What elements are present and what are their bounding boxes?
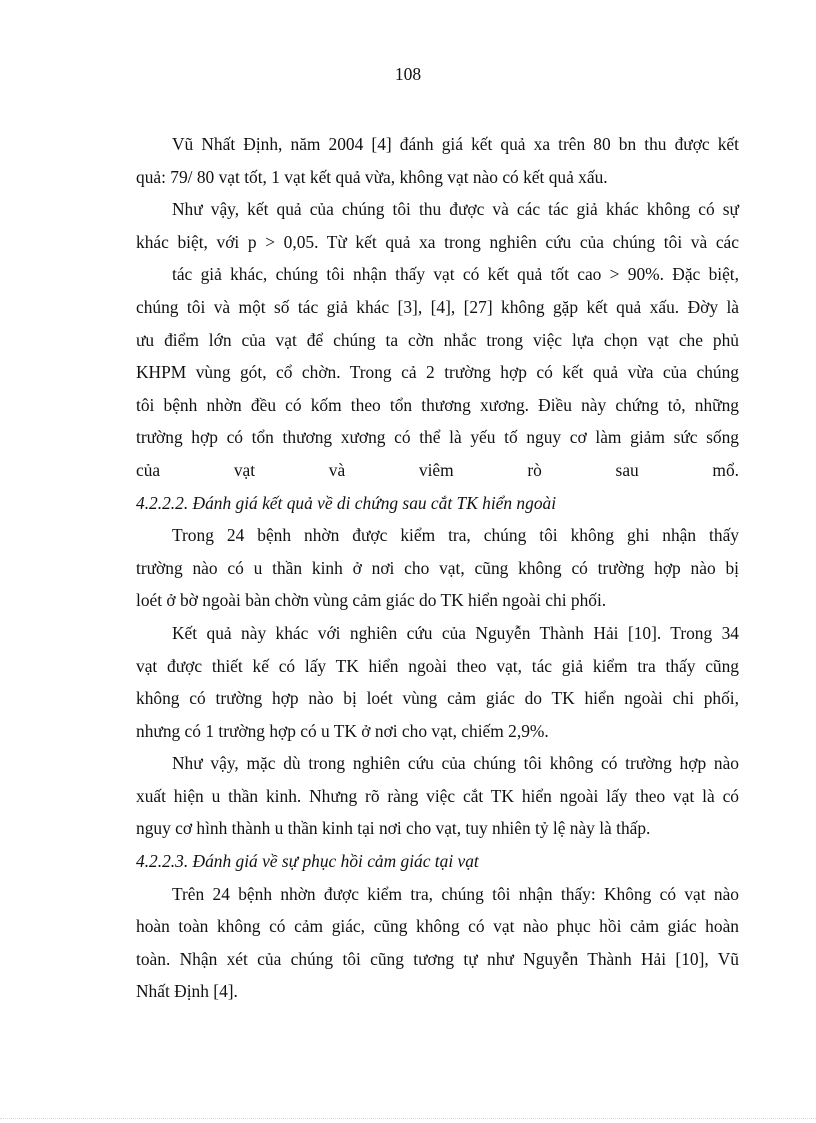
- text-line: KHPM vùng gót, cổ chờn. Trong cả 2 trường hợp có kết quả vừa của chúng: [136, 362, 739, 383]
- page-body: [136, 128, 739, 1008]
- text-line: nguy cơ hình thành u thần kinh tại nơi cho vạt, tuy nhiên tỷ lệ này là thấp.: [136, 818, 651, 839]
- text-line: Như vậy, kết quả của chúng tôi thu được và các tác giả khác không có sự: [172, 199, 739, 220]
- text-line: trường hợp có tổn thương xương có thể là yếu tố nguy cơ làm giảm sức sống: [136, 427, 739, 448]
- text-line: loét ở bờ ngoài bàn chờn vùng cảm giác do TK hiển ngoài chi phối.: [136, 590, 607, 611]
- text-line: xuất hiện u thần kinh. Nhưng rõ ràng việc cắt TK hiển ngoài lấy theo vạt là có: [136, 785, 739, 806]
- text-line: nhưng có 1 trường hợp có u TK ở nơi cho vạt, chiếm 2,9%.: [136, 720, 549, 741]
- page-number: 108: [394, 64, 422, 84]
- text-line: tác giả khác, chúng tôi nhận thấy vạt có kết quả tốt cao > 90%. Đặc biệt,: [172, 264, 739, 285]
- text-line: trường nào có u thần kinh ở nơi cho vạt, cũng không có trường hợp nào bị: [136, 557, 739, 578]
- text-line: Vũ Nhất Định, năm 2004 [4] đánh giá kết quả xa trên 80 bn thu được kết: [172, 134, 739, 154]
- text-line: Như vậy, mặc dù trong nghiên cứu của chúng tôi không có trường hợp nào: [172, 753, 739, 774]
- text-line: vạt được thiết kế có lấy TK hiển ngoài theo vạt, tác giả kiểm tra thấy cũng: [136, 655, 739, 676]
- text-line: Kết quả này khác với nghiên cứu của Nguyễn Thành Hải [10]. Trong 34: [172, 622, 739, 643]
- text-line: không có trường hợp nào bị loét vùng cảm giác do TK hiển ngoài chi phối,: [136, 688, 739, 709]
- text-line: chúng tôi và một số tác giả khác [3], [4], [27] không gặp kết quả xấu. Đờy là: [136, 296, 739, 317]
- text-line: hoàn toàn không có cảm giác, cũng không có vạt nào phục hồi cảm giác hoàn: [136, 916, 739, 937]
- text-line: tôi bệnh nhờn đều có kốm theo tổn thương xương. Điều này chứng tỏ, những: [136, 394, 739, 415]
- text-line: Trong 24 bệnh nhờn được kiểm tra, chúng tôi không ghi nhận thấy: [172, 525, 739, 546]
- paragraph-6: [136, 878, 739, 1008]
- paragraph-5: [136, 747, 739, 845]
- text-line: khác biệt, với p > 0,05. Từ kết quả xa trong nghiên cứu của chúng tôi và các: [136, 231, 739, 252]
- paragraph-2: [136, 193, 739, 486]
- paragraph-4: [136, 617, 739, 747]
- paragraph-3: [136, 519, 739, 617]
- text-line: quả: 79/ 80 vạt tốt, 1 vạt kết quả vừa, không vạt nào có kết quả xấu.: [136, 166, 608, 187]
- text-line: Nhất Định [4].: [136, 981, 238, 1002]
- bottom-divider: [0, 1118, 816, 1119]
- text-line: ưu điểm lớn của vạt để chúng ta cờn nhắc trong việc lựa chọn vạt che phủ: [136, 329, 739, 350]
- paragraph-1: [136, 128, 739, 193]
- section-heading-4-2-2-2: 4.2.2.2. Đánh giá kết quả về di chứng sau cắt TK hiển ngoài: [136, 492, 557, 513]
- text-line: toàn. Nhận xét của chúng tôi cũng tương tự như Nguyễn Thành Hải [10], Vũ: [136, 948, 739, 969]
- text-line: của vạt và viêm rò sau mổ.: [136, 459, 739, 480]
- text-line: Trên 24 bệnh nhờn được kiểm tra, chúng tôi nhận thấy: Không có vạt nào: [172, 883, 739, 904]
- section-heading-4-2-2-3: 4.2.2.3. Đánh giá về sự phục hồi cảm giác tại vạt: [136, 851, 479, 872]
